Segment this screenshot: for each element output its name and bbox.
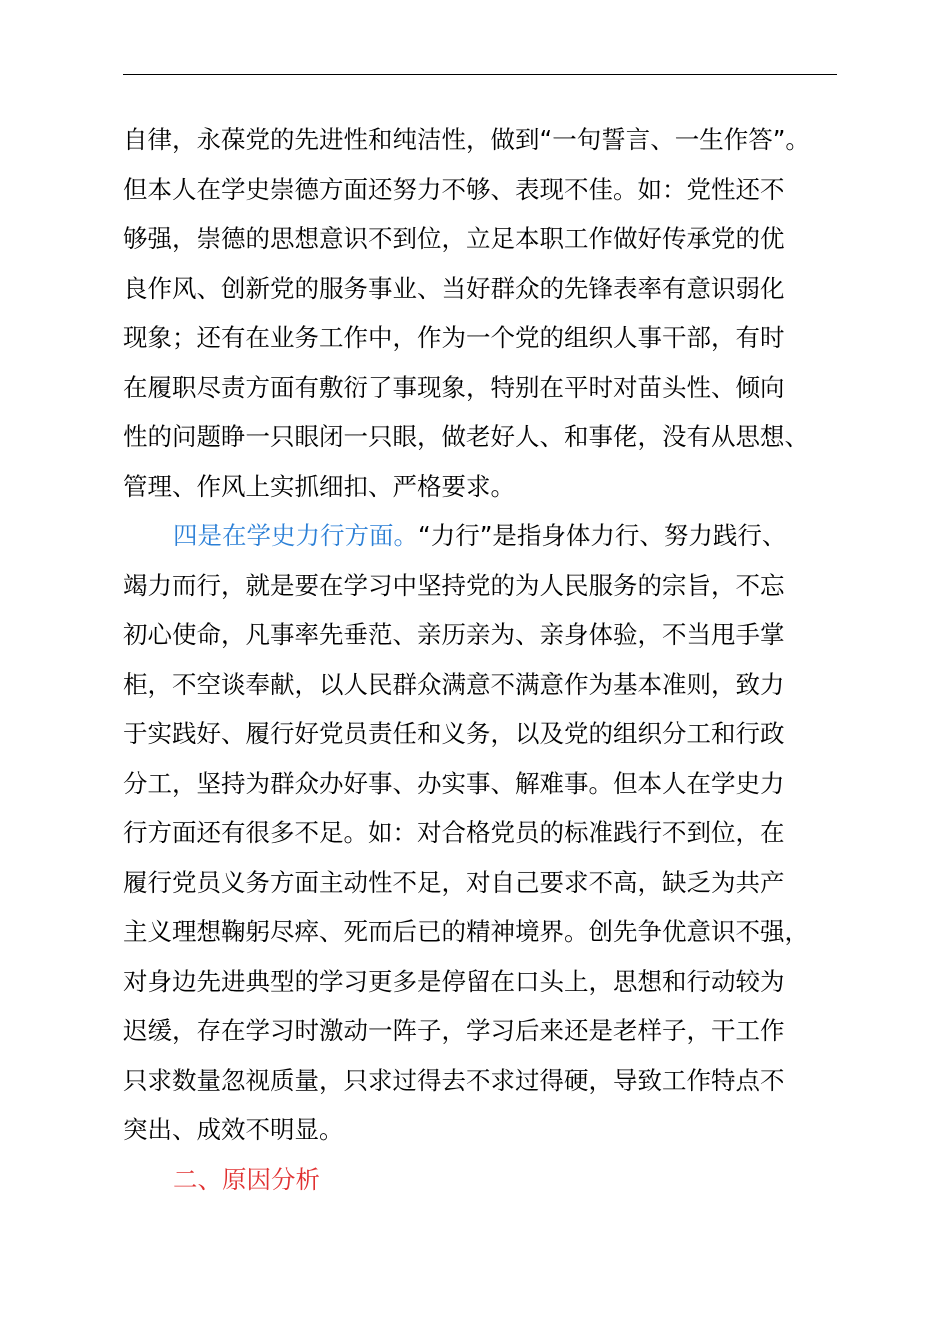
text-line: 竭力而行，就是要在学习中坚持党的为人民服务的宗旨，不忘	[123, 570, 785, 600]
text-line: 现象；还有在业务工作中，作为一个党的组织人事干部，有时	[123, 323, 785, 352]
text-line: 履行党员义务方面主动性不足，对自己要求不高，缺乏为共产	[123, 867, 785, 897]
text-line: 对身边先进典型的学习更多是停留在口头上，思想和行动较为	[123, 966, 785, 996]
text-line: 迟缓，存在学习时激动一阵子，学习后来还是老样子，干工作	[123, 1016, 785, 1045]
text-line: 初心使命，凡事率先垂范、亲历亲为、亲身体验，不当甩手掌	[123, 620, 785, 649]
text-line: 良作风、创新党的服务事业、当好群众的先锋表率有意识弱化	[123, 273, 785, 303]
text-line: 在履职尽责方面有敷衍了事现象，特别在平时对苗头性、倾向	[123, 372, 785, 402]
text-run: “力行”是指身体力行、努力践行、	[418, 521, 787, 550]
paragraph-practice-section	[123, 511, 863, 1155]
text-line: 柜，不空谈奉献，以人民群众满意不满意作为基本准则，致力	[123, 669, 785, 699]
document-body	[123, 115, 863, 1204]
text-line: 只求数量忽视质量，只求过得去不求过得硬，导致工作特点不	[123, 1065, 785, 1095]
paragraph-first-line	[123, 511, 863, 561]
section-heading-cause-analysis: 二、原因分析	[173, 1164, 320, 1194]
text-line: 行方面还有很多不足。如：对合格党员的标准践行不到位，在	[123, 818, 785, 847]
text-line: 性的问题睁一只眼闭一只眼，做老好人、和事佬，没有从思想、	[123, 422, 809, 451]
text-line: 但本人在学史崇德方面还努力不够、表现不佳。如：党性还不	[123, 174, 785, 204]
section-heading-practice: 四是在学史力行方面。	[173, 521, 418, 550]
text-line: 于实践好、履行好党员责任和义务，以及党的组织分工和行政	[123, 719, 785, 748]
text-line: 主义理想鞠躬尽瘁、死而后已的精神境界。创先争优意识不强，	[123, 917, 809, 946]
text-line: 突出、成效不明显。	[123, 1115, 344, 1144]
text-line: 管理、作风上实抓细扣、严格要求。	[123, 471, 515, 501]
text-line: 自律，永葆党的先进性和纯洁性，做到“一句誓言、一生作答”。	[123, 125, 810, 154]
paragraph-conduct-shortcomings	[123, 115, 863, 511]
header-rule	[123, 74, 837, 75]
text-line: 够强，崇德的思想意识不到位，立足本职工作做好传承党的优	[123, 224, 785, 253]
text-line: 分工，坚持为群众办好事、办实事、解难事。但本人在学史力	[123, 768, 785, 798]
